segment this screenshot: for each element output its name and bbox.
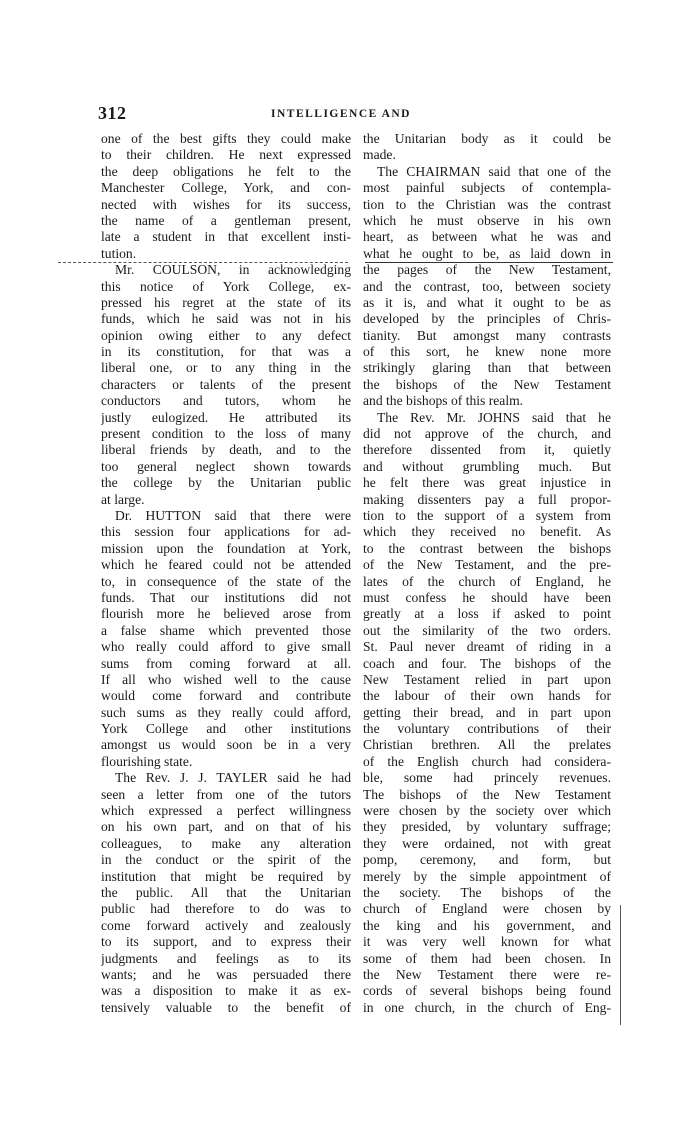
text-line: funds, which he said was not in his: [101, 311, 351, 327]
text-line: tution.: [101, 245, 137, 261]
text-line: they were ordained, not with great: [363, 835, 611, 851]
text-line: flourishing state.: [101, 753, 193, 769]
text-line: church of England were chosen by: [363, 901, 611, 917]
text-line: flourish more he believed arose from: [101, 606, 351, 622]
text-line: this notice of York College, ex-: [101, 278, 351, 294]
text-line: mission upon the foundation at York,: [101, 540, 351, 556]
text-line: come forward actively and zealously: [101, 917, 351, 933]
text-line: which he feared could not be attended: [101, 557, 351, 573]
text-line: liberal one, or to any thing in the: [101, 360, 351, 376]
text-line: institution that might be required by: [101, 868, 351, 884]
text-line: such sums as they really could afford,: [101, 704, 351, 720]
text-line: York College and other institutions: [101, 721, 351, 737]
text-line: getting their bread, and in part upon: [363, 704, 611, 720]
text-line: which he must observe in his own: [363, 212, 611, 228]
margin-rule: [620, 905, 621, 1025]
text-line: as it is, and what it ought to be as: [363, 294, 611, 310]
text-line: who really could afford to give small: [101, 639, 351, 655]
text-line: the New Testament there were re-: [363, 966, 611, 982]
text-line: in its constitution, for that was a: [101, 344, 351, 360]
text-line: amongst us would soon be in a very: [101, 737, 351, 753]
text-line: funds. That our institutions did not: [101, 589, 351, 605]
text-line: and without grumbling much. But: [363, 458, 611, 474]
text-line: the name of a gentleman present,: [101, 212, 351, 228]
text-line: ble, some had princely revenues.: [363, 770, 611, 786]
text-line: strikingly glaring than that between: [363, 360, 611, 376]
text-line: developed by the principles of Chris-: [363, 311, 611, 327]
text-line: therefore dissented from it, quietly: [363, 442, 611, 458]
text-line: to, in consequence of the state of the: [101, 573, 351, 589]
text-line: in one church, in the church of Eng-: [363, 999, 611, 1015]
text-line: most painful subjects of contempla-: [363, 180, 611, 196]
text-line: the voluntary contributions of their: [363, 721, 611, 737]
text-line: and the bishops of this realm.: [363, 393, 524, 409]
text-line: at large.: [101, 491, 145, 507]
text-line: of the English church had considera-: [363, 753, 611, 769]
text-line: heart, as between what he was and: [363, 229, 611, 245]
text-line: seen a letter from one of the tutors: [101, 786, 351, 802]
text-line: were chosen by the society over which: [363, 803, 611, 819]
text-line: what he ought to be, as laid down in: [363, 245, 611, 261]
text-line: St. Paul never dreamt of riding in a: [363, 639, 611, 655]
text-line: Manchester College, York, and con-: [101, 180, 351, 196]
text-line: making dissenters pay a full propor-: [363, 491, 611, 507]
text-line: judgments and feelings as to its: [101, 950, 351, 966]
text-line: the college by the Unitarian public: [101, 475, 351, 491]
text-line: too general neglect shown towards: [101, 458, 351, 474]
text-line: pomp, ceremony, and form, but: [363, 852, 611, 868]
text-line: If all who wished well to the cause: [101, 671, 351, 687]
text-line: the labour of their own hands for: [363, 688, 611, 704]
text-line: on his own part, and on that of his: [101, 819, 351, 835]
text-line: they presided, by voluntary suffrage;: [363, 819, 611, 835]
text-line: merely by the simple appointment of: [363, 868, 611, 884]
text-line: which expressed a perfect willingness: [101, 803, 351, 819]
text-line: conductors and tutors, whom he: [101, 393, 351, 409]
text-line: tianity. But amongst many contrasts: [363, 327, 611, 343]
text-line: to the contrast between the bishops: [363, 540, 611, 556]
text-line: the pages of the New Testament,: [363, 262, 611, 278]
text-line: justly eulogized. He attributed its: [101, 409, 351, 425]
text-line: he felt there was great injustice in: [363, 475, 611, 491]
text-line: tion to the Christian was the contrast: [363, 196, 611, 212]
text-line: of the New Testament, and the pre-: [363, 557, 611, 573]
running-title: INTELLIGENCE AND: [271, 108, 411, 120]
text-line: pressed his regret at the state of its: [101, 294, 351, 310]
text-line: a false shame which prevented those: [101, 622, 351, 638]
text-line: did not approve of the church, and: [363, 426, 611, 442]
left-text-column: [101, 131, 351, 1016]
text-line: the bishops of the New Testament: [363, 376, 611, 392]
text-line: wants; and he was persuaded there: [101, 966, 351, 982]
page-number: 312: [98, 103, 127, 123]
text-line: out the similarity of the two orders.: [363, 622, 611, 638]
text-line: lates of the church of England, he: [363, 573, 611, 589]
text-line: The Rev. J. J. TAYLER said he had: [115, 770, 351, 786]
text-line: Christian brethren. All the prelates: [363, 737, 611, 753]
text-line: to its support, and to express their: [101, 934, 351, 950]
text-line: the deep obligations he felt to the: [101, 163, 351, 179]
text-line: sums from coming forward at all.: [101, 655, 351, 671]
text-line: the king and his government, and: [363, 917, 611, 933]
text-line: of this sort, he knew none more: [363, 344, 611, 360]
text-line: this session four applications for ad-: [101, 524, 351, 540]
text-line: late a student in that excellent insti-: [101, 229, 351, 245]
text-line: coach and four. The bishops of the: [363, 655, 611, 671]
text-line: Mr. COULSON, in acknowledging: [115, 262, 351, 278]
text-line: to their children. He next expressed: [101, 147, 351, 163]
text-line: it was very well known for what: [363, 934, 611, 950]
text-line: must confess he should have been: [363, 589, 611, 605]
text-line: tensively valuable to the benefit of: [101, 999, 351, 1015]
text-line: greatly at a loss if asked to point: [363, 606, 611, 622]
text-line: in the conduct or the spirit of the: [101, 852, 351, 868]
text-line: The CHAIRMAN said that one of the: [377, 163, 611, 179]
text-line: opinion owing either to any defect: [101, 327, 351, 343]
text-line: public had therefore to do was to: [101, 901, 351, 917]
text-line: the public. All that the Unitarian: [101, 884, 351, 900]
right-text-column: [363, 131, 611, 1016]
text-line: New Testament relied in part upon: [363, 671, 611, 687]
text-line: tion to the support of a system from: [363, 507, 611, 523]
text-line: and the contrast, too, between society: [363, 278, 611, 294]
text-line: one of the best gifts they could make: [101, 131, 351, 146]
text-line: liberal friends by death, and to the: [101, 442, 351, 458]
text-line: cords of several bishops being found: [363, 983, 611, 999]
text-line: the Unitarian body as it could be: [363, 131, 611, 146]
text-line: the society. The bishops of the: [363, 884, 611, 900]
text-line: which they received no benefit. As: [363, 524, 611, 540]
text-line: characters or talents of the present: [101, 376, 351, 392]
text-line: nected with wishes for its success,: [101, 196, 351, 212]
text-line: The Rev. Mr. JOHNS said that he: [377, 409, 611, 425]
text-line: present condition to the loss of many: [101, 426, 351, 442]
text-line: colleagues, to make any alteration: [101, 835, 351, 851]
text-line: Dr. HUTTON said that there were: [115, 507, 351, 523]
text-line: was a disposition to make it as ex-: [101, 983, 351, 999]
text-line: some of them had been chosen. In: [363, 950, 611, 966]
text-line: The bishops of the New Testament: [363, 786, 611, 802]
text-line: would come forward and contribute: [101, 688, 351, 704]
text-line: made.: [363, 147, 396, 163]
